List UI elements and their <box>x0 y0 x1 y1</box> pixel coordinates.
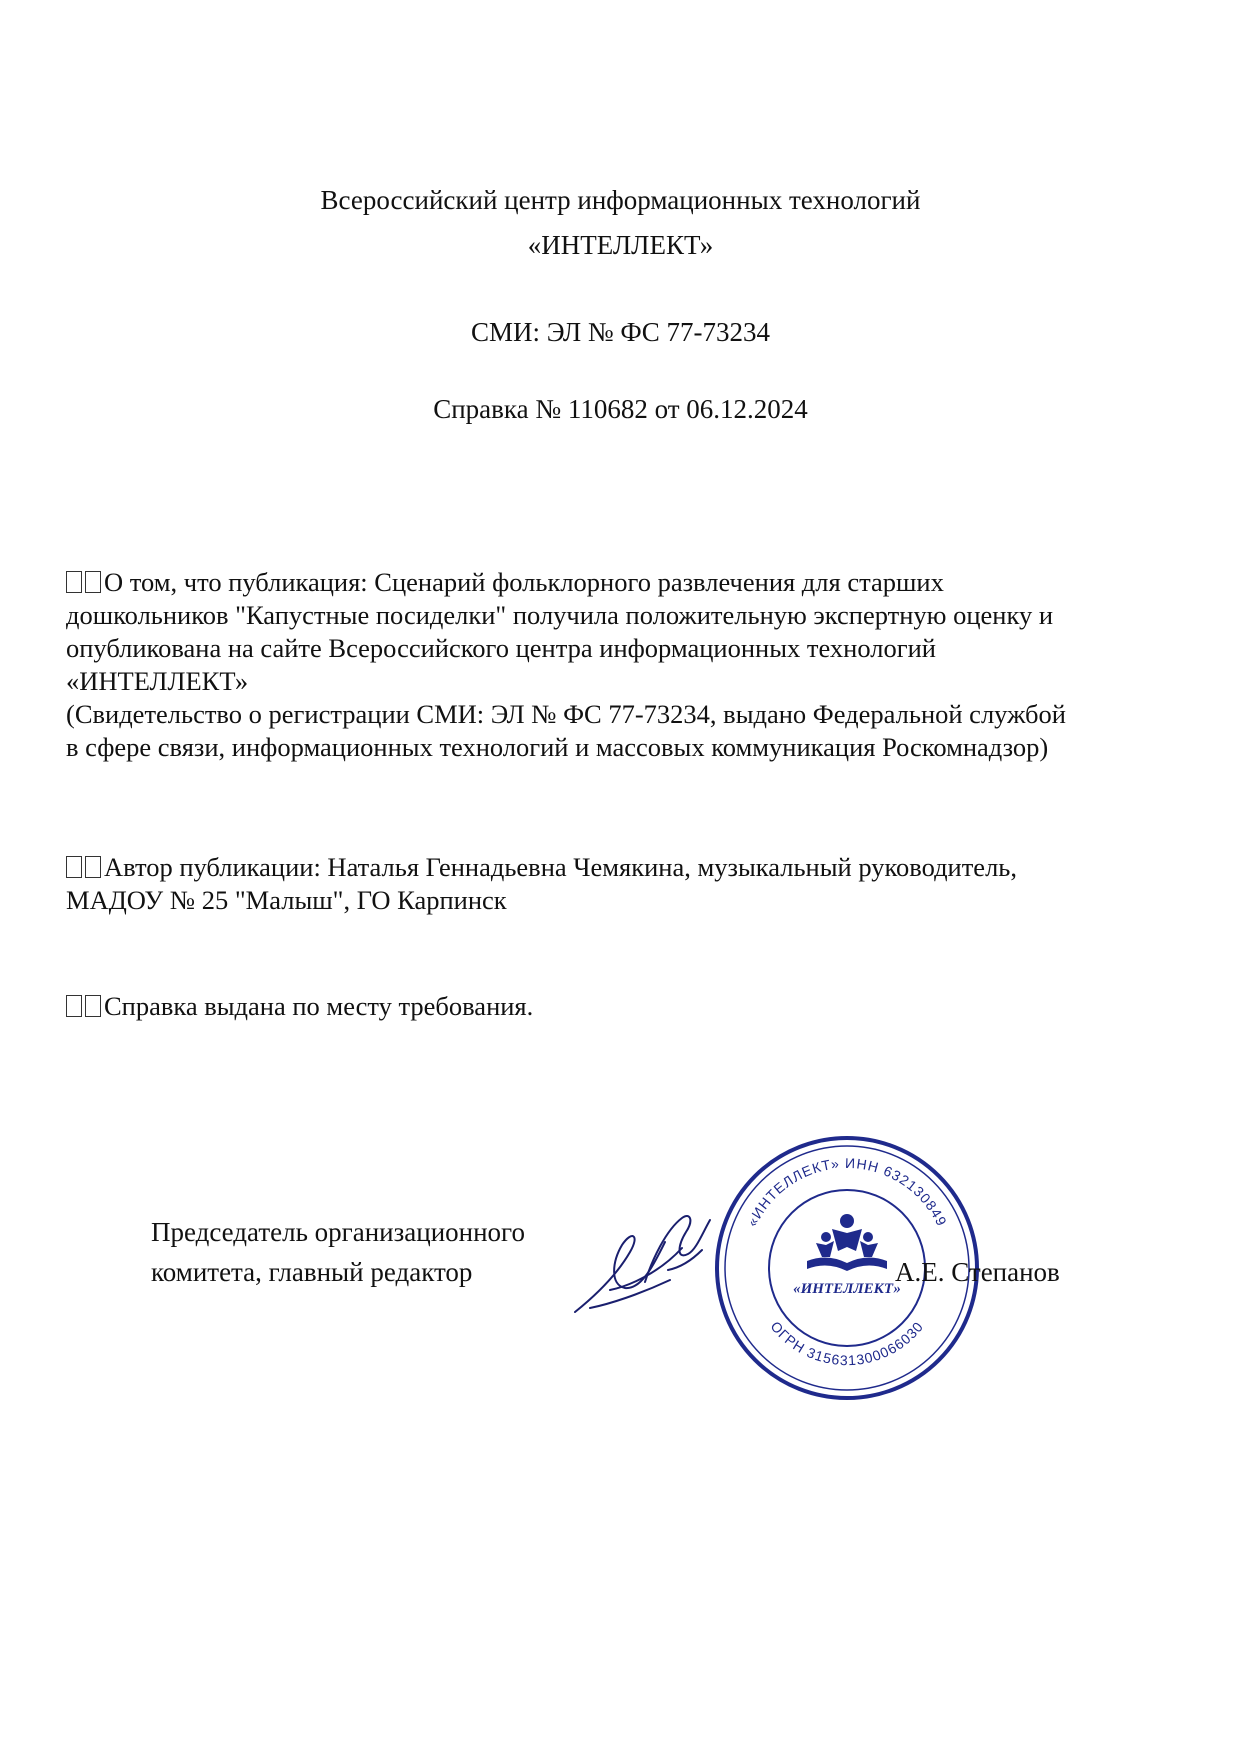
stamp-ogrn-text: ОГРН 315631300066030 <box>767 1318 927 1369</box>
org-name-line2: «ИНТЕЛЛЕКТ» <box>527 230 714 260</box>
missing-glyph-box <box>66 856 82 878</box>
stamp-outer-text: «ИНТЕЛЛЕКТ» ИНН 632130849 <box>743 1154 951 1229</box>
missing-glyph-box <box>66 995 82 1017</box>
handwritten-signature <box>570 1190 720 1320</box>
missing-glyph-box <box>85 856 101 878</box>
signer-title-line1: Председатель организационного <box>151 1217 525 1247</box>
paragraph-line: Справка выдана по месту требования. <box>66 990 1186 1023</box>
missing-glyph-box <box>85 571 101 593</box>
paragraph-line: Автор публикации: Наталья Геннадьевна Чемякина, музыкальный руководитель, <box>66 851 1186 884</box>
certificate-number: Справка № 110682 от 06.12.2024 <box>433 394 808 424</box>
author-paragraph <box>66 851 1186 917</box>
paragraph-line: О том, что публикация: Сценарий фольклорного развлечения для старших <box>66 566 1186 599</box>
paragraph-line: в сфере связи, информационных технологий и массовых коммуникация Роскомнадзор) <box>66 732 1049 762</box>
paragraph-line: дошкольников "Капустные посиделки" получила положительную экспертную оценку и <box>66 600 1053 630</box>
missing-glyph-box <box>85 995 101 1017</box>
svg-text:ОГРН 315631300066030 <box>767 1318 926 1368</box>
publication-paragraph <box>66 566 1186 764</box>
smi-registration: СМИ: ЭЛ № ФС 77-73234 <box>470 317 771 347</box>
stamp-center-text: «ИНТЕЛЛЕКТ» <box>793 1281 901 1297</box>
signer-title-line2: комитета, главный редактор <box>151 1257 473 1287</box>
paragraph-line: МАДОУ № 25 "Малыш", ГО Карпинск <box>66 885 507 915</box>
missing-glyph-box <box>66 571 82 593</box>
issued-paragraph <box>66 990 1186 1023</box>
stamp-emblem-icon <box>807 1214 887 1271</box>
paragraph-line: (Свидетельство о регистрации СМИ: ЭЛ № ФС 77-73234, выдано Федеральной службой <box>66 699 1066 729</box>
org-name-line1: Всероссийский центр информационных технологий <box>320 185 921 215</box>
paragraph-line: «ИНТЕЛЛЕКТ» <box>66 666 249 696</box>
paragraph-line: опубликована на сайте Всероссийского центра информационных технологий <box>66 633 936 663</box>
signer-name: А.Е. Степанов <box>895 1257 1060 1287</box>
